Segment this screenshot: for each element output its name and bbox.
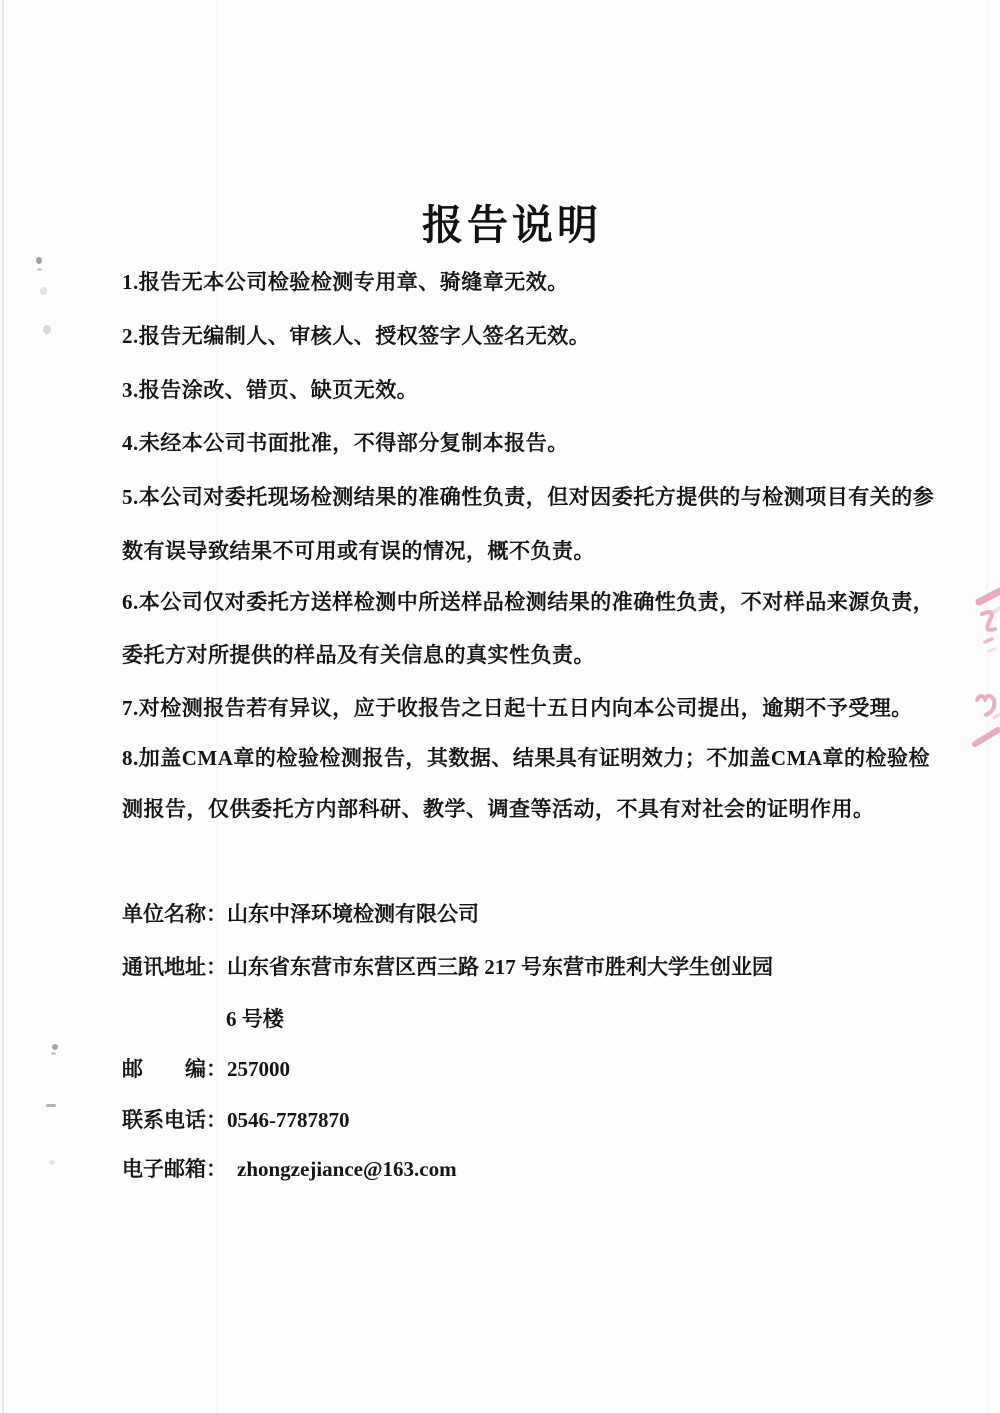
phone-label: 联系电话： xyxy=(122,1108,227,1132)
note-6-line-1: 6.本公司仅对委托方送样检测中所送样品检测结果的准确性负责，不对样品来源负责， xyxy=(122,590,935,614)
scan-speck xyxy=(49,1160,55,1165)
scan-speck xyxy=(40,287,47,295)
scan-speck xyxy=(52,1044,58,1050)
postal-code-label: 邮 编： xyxy=(122,1057,227,1081)
note-8-line-2: 测报告，仅供委托方内部科研、教学、调查等活动，不具有对社会的证明作用。 xyxy=(122,797,875,821)
scan-speck xyxy=(51,1052,56,1055)
scan-speck xyxy=(46,1104,56,1107)
company-name-row xyxy=(122,898,479,928)
phone-row xyxy=(122,1104,350,1134)
address-row-2 xyxy=(122,1003,284,1033)
note-8-line-1: 8.加盖CMA章的检验检测报告，其数据、结果具有证明效力；不加盖CMA章的检验检 xyxy=(122,746,931,770)
email-label: 电子邮箱： xyxy=(122,1157,227,1181)
note-7: 7.对检测报告若有异议，应于收报告之日起十五日内向本公司提出，逾期不予受理。 xyxy=(122,696,913,720)
address-label: 通讯地址： xyxy=(122,955,227,979)
company-name-label: 单位名称： xyxy=(122,902,227,926)
email-value: zhongzejiance@163.com xyxy=(237,1157,457,1181)
scan-edge-line xyxy=(2,0,4,1413)
note-6-line-2: 委托方对所提供的样品及有关信息的真实性负责。 xyxy=(122,643,595,667)
scan-speck xyxy=(37,268,42,271)
note-5-line-2: 数有误导致结果不可用或有误的情况，概不负责。 xyxy=(122,539,595,563)
note-4: 4.未经本公司书面批准，不得部分复制本报告。 xyxy=(122,431,569,455)
postal-code-row xyxy=(122,1053,290,1083)
note-1: 1.报告无本公司检验检测专用章、骑缝章无效。 xyxy=(122,270,569,294)
scan-speck xyxy=(36,257,42,264)
address-value-line-1: 山东省东营市东营区西三路 217 号东营市胜利大学生创业园 xyxy=(227,955,773,979)
postal-code-value: 257000 xyxy=(227,1057,290,1081)
phone-value: 0546-7787870 xyxy=(227,1108,350,1132)
paging-seal-fragment-icon xyxy=(964,578,1000,768)
company-name-value: 山东中泽环境检测有限公司 xyxy=(227,902,479,926)
address-row xyxy=(122,951,773,981)
note-3: 3.报告涂改、错页、缺页无效。 xyxy=(122,378,419,402)
page-title: 报告说明 xyxy=(422,202,602,248)
scan-speck xyxy=(43,325,51,334)
note-2: 2.报告无编制人、审核人、授权签字人签名无效。 xyxy=(122,324,591,348)
address-value-line-2: 6 号楼 xyxy=(226,1007,284,1031)
email-row xyxy=(122,1153,457,1183)
note-5-line-1: 5.本公司对委托现场检测结果的准确性负责，但对因委托方提供的与检测项目有关的参 xyxy=(122,485,935,509)
